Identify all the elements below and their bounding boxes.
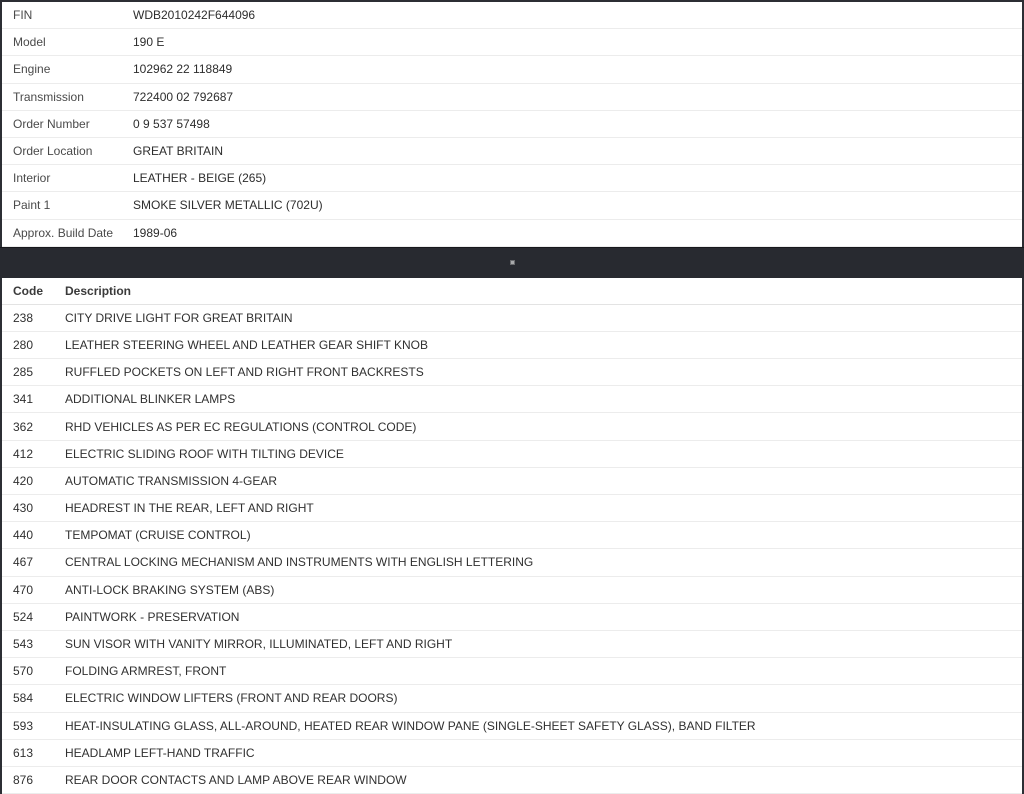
- option-description: CITY DRIVE LIGHT FOR GREAT BRITAIN: [65, 310, 293, 325]
- info-row-build-date: [2, 220, 1022, 247]
- info-label: Paint 1: [13, 198, 51, 213]
- option-code: 430: [13, 501, 34, 516]
- option-description: HEADREST IN THE REAR, LEFT AND RIGHT: [65, 501, 314, 516]
- info-label: Order Location: [13, 144, 93, 159]
- info-row-engine: [2, 56, 1022, 83]
- info-value: 190 E: [133, 35, 165, 50]
- info-row-model: [2, 29, 1022, 56]
- info-value: 722400 02 792687: [133, 89, 234, 104]
- option-description: PAINTWORK - PRESERVATION: [65, 609, 240, 624]
- option-codes-table: [0, 278, 1024, 794]
- option-code: 280: [13, 337, 34, 352]
- option-code: 876: [13, 772, 34, 787]
- option-code: 341: [13, 392, 34, 407]
- info-value: SMOKE SILVER METALLIC (702U): [133, 198, 323, 213]
- option-code: 543: [13, 637, 34, 652]
- option-code: 362: [13, 419, 34, 434]
- info-row-order-location: [2, 138, 1022, 165]
- option-description: HEAT-INSULATING GLASS, ALL-AROUND, HEATED REAR WINDOW PANE (SINGLE-SHEET SAFETY GLASS), BAND FILTER: [65, 718, 756, 733]
- option-code: 440: [13, 528, 34, 543]
- option-description: RUFFLED POCKETS ON LEFT AND RIGHT FRONT BACKRESTS: [65, 365, 424, 380]
- option-description: ELECTRIC SLIDING ROOF WITH TILTING DEVICE: [65, 446, 344, 461]
- option-code: 570: [13, 664, 34, 679]
- option-code: 613: [13, 745, 34, 760]
- option-code: 524: [13, 609, 34, 624]
- info-row-order-number: [2, 111, 1022, 138]
- option-code: 584: [13, 691, 34, 706]
- option-description: REAR DOOR CONTACTS AND LAMP ABOVE REAR WINDOW: [65, 772, 407, 787]
- info-value: WDB2010242F644096: [133, 8, 256, 23]
- option-row: [2, 495, 1022, 522]
- option-row: [2, 631, 1022, 658]
- option-description: LEATHER STEERING WHEEL AND LEATHER GEAR SHIFT KNOB: [65, 337, 428, 352]
- option-code: 238: [13, 310, 34, 325]
- option-row: [2, 522, 1022, 549]
- option-row: [2, 413, 1022, 440]
- option-description: ADDITIONAL BLINKER LAMPS: [65, 392, 236, 407]
- option-description: CENTRAL LOCKING MECHANISM AND INSTRUMENTS WITH ENGLISH LETTERING: [65, 555, 534, 570]
- info-label: Interior: [13, 171, 51, 186]
- info-label: Model: [13, 35, 46, 50]
- option-code: 412: [13, 446, 34, 461]
- option-description: ANTI-LOCK BRAKING SYSTEM (ABS): [65, 582, 275, 597]
- option-table-header: [2, 278, 1022, 305]
- info-label: Order Number: [13, 116, 90, 131]
- option-description: SUN VISOR WITH VANITY MIRROR, ILLUMINATED, LEFT AND RIGHT: [65, 637, 453, 652]
- option-row: [2, 332, 1022, 359]
- option-row: [2, 658, 1022, 685]
- info-value: 1989-06: [133, 225, 178, 240]
- option-description: AUTOMATIC TRANSMISSION 4-GEAR: [65, 473, 278, 488]
- info-row-interior: [2, 165, 1022, 192]
- option-code: 470: [13, 582, 34, 597]
- option-row: [2, 386, 1022, 413]
- option-row: [2, 713, 1022, 740]
- info-label: Transmission: [13, 89, 84, 104]
- option-row: [2, 767, 1022, 794]
- option-code: 467: [13, 555, 34, 570]
- option-row: [2, 305, 1022, 332]
- option-row: [2, 577, 1022, 604]
- description-column-header: Description: [65, 283, 132, 298]
- info-row-transmission: [2, 84, 1022, 111]
- option-row: [2, 685, 1022, 712]
- info-row-fin: [2, 2, 1022, 29]
- option-row: [2, 468, 1022, 495]
- option-row: [2, 740, 1022, 767]
- info-row-paint: [2, 192, 1022, 219]
- option-row: [2, 359, 1022, 386]
- drag-handle-icon: [510, 260, 515, 265]
- option-code: 420: [13, 473, 34, 488]
- code-column-header: Code: [13, 283, 43, 298]
- option-description: ELECTRIC WINDOW LIFTERS (FRONT AND REAR DOORS): [65, 691, 398, 706]
- vehicle-info-table: [0, 0, 1024, 247]
- info-value: LEATHER - BEIGE (265): [133, 171, 267, 186]
- info-label: Approx. Build Date: [13, 225, 114, 240]
- option-row: [2, 441, 1022, 468]
- option-code: 285: [13, 365, 34, 380]
- option-description: TEMPOMAT (CRUISE CONTROL): [65, 528, 251, 543]
- option-row: [2, 604, 1022, 631]
- option-description: RHD VEHICLES AS PER EC REGULATIONS (CONTROL CODE): [65, 419, 417, 434]
- option-description: FOLDING ARMREST, FRONT: [65, 664, 227, 679]
- info-label: Engine: [13, 62, 51, 77]
- info-value: 0 9 537 57498: [133, 116, 210, 131]
- info-label: FIN: [13, 8, 33, 23]
- section-divider-bar[interactable]: [0, 247, 1024, 278]
- option-row: [2, 549, 1022, 576]
- info-value: GREAT BRITAIN: [133, 144, 224, 159]
- option-code: 593: [13, 718, 34, 733]
- info-value: 102962 22 118849: [133, 62, 233, 77]
- option-description: HEADLAMP LEFT-HAND TRAFFIC: [65, 745, 255, 760]
